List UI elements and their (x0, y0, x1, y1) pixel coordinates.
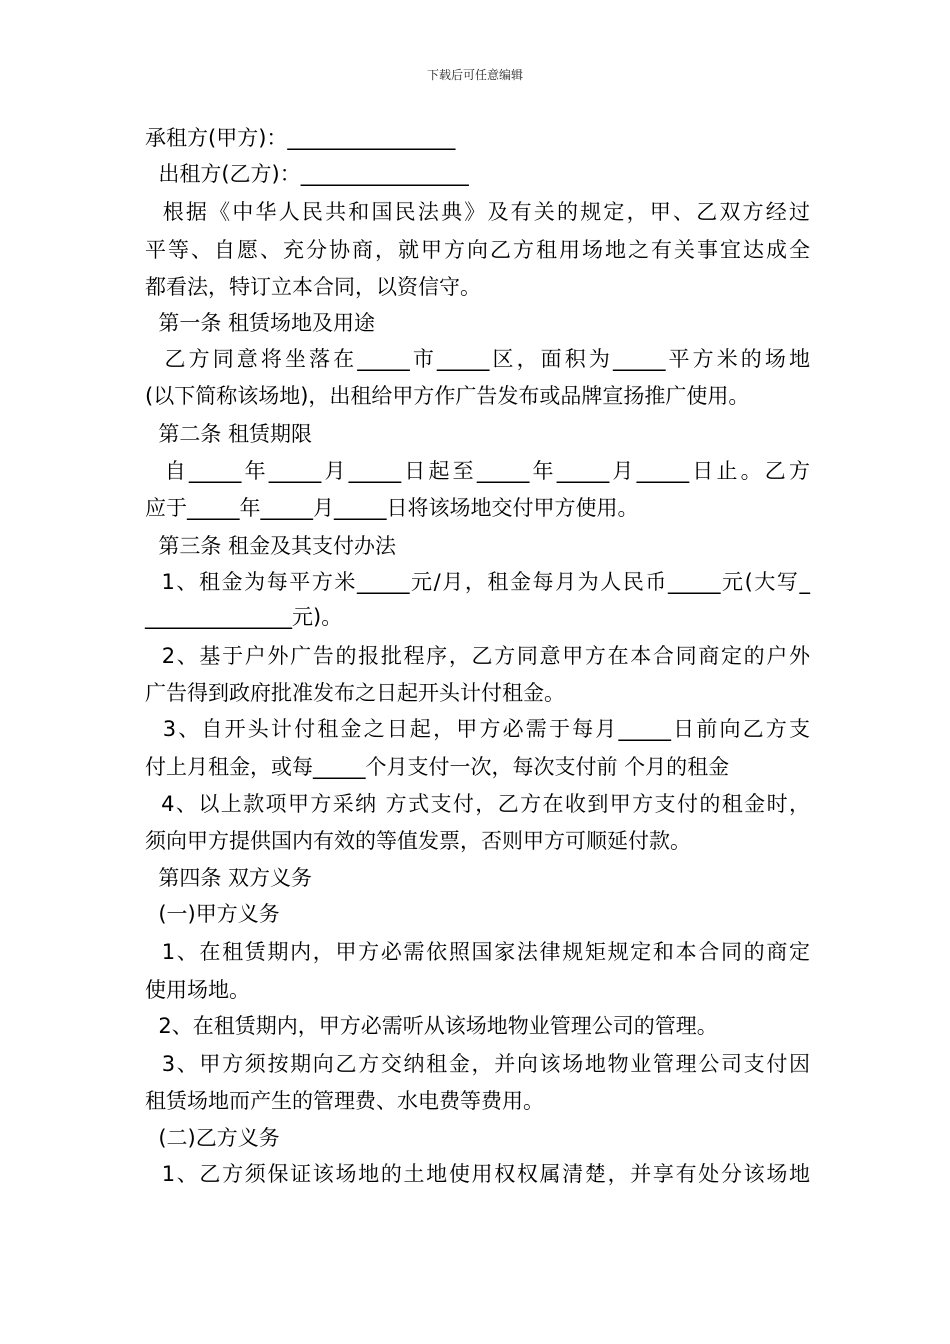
paragraph-line: 租赁场地而产生的管理费、水电费等费用。 (145, 1089, 544, 1113)
paragraph-line: 乙方同意将坐落在_____市_____区，面积为_____平方米的场地 (145, 347, 810, 371)
paragraph-line: 4、以上款项甲方采纳 方式支付，乙方在收到甲方支付的租金时， (145, 792, 810, 816)
paragraph-line: 使用场地。 (145, 978, 250, 1002)
section-heading: (一)甲方义务 (145, 902, 280, 926)
paragraph-line: (以下简称该场地)，出租给甲方作广告发布或品牌宣扬推广使用。 (145, 384, 750, 408)
article-heading: 第一条 租赁场地及用途 (145, 311, 376, 335)
paragraph-line: 1、在租赁期内，甲方必需依照国家法律规矩规定和本合同的商定 (145, 940, 810, 964)
paragraph-line: 付上月租金，或每_____个月支付一次，每次支付前 个月的租金 (145, 755, 730, 779)
section-heading: (二)乙方义务 (145, 1126, 280, 1150)
paragraph-line: 2、基于户外广告的报批程序，乙方同意甲方在本合同商定的户外 (145, 644, 810, 668)
paragraph-line: 须向甲方提供国内有效的等值发票，否则甲方可顺延付款。 (145, 829, 691, 853)
paragraph-line: 1、租金为每平方米_____元/月，租金每月为人民币_____元(大写_ (145, 570, 810, 594)
article-heading: 第四条 双方义务 (145, 866, 313, 890)
paragraph-line: 3、甲方须按期向乙方交纳租金，并向该场地物业管理公司支付因 (145, 1052, 810, 1076)
paragraph-line: 平等、自愿、充分协商，就甲方向乙方租用场地之有关事宜达成全 (145, 238, 810, 262)
paragraph-line: 都看法，特订立本合同，以资信守。 (145, 275, 481, 299)
article-heading: 第二条 租赁期限 (145, 422, 313, 446)
lessor-line: 出租方(乙方)：________________ (145, 162, 469, 186)
paragraph-line: 自_____年_____月_____日起至_____年_____月_____日止。乙方 (145, 459, 810, 483)
paragraph-line: 1、乙方须保证该场地的土地使用权权属清楚，并享有处分该场地 (145, 1162, 810, 1186)
page-header: 下载后可任意编辑 (426, 68, 523, 82)
paragraph-line: 2、在租赁期内，甲方必需听从该场地物业管理公司的管理。 (145, 1014, 718, 1038)
paragraph-line: 根据《中华人民共和国民法典》及有关的规定，甲、乙双方经过 (145, 200, 810, 224)
paragraph-line: ______________元)。 (145, 605, 343, 629)
paragraph-line: 广告得到政府批准发布之日起开头计付租金。 (145, 681, 565, 705)
article-heading: 第三条 租金及其支付办法 (145, 534, 397, 558)
paragraph-line: 应于_____年_____月_____日将该场地交付甲方使用。 (145, 496, 639, 520)
paragraph-line: 3、自开头计付租金之日起，甲方必需于每月_____日前向乙方支 (145, 717, 810, 741)
lessee-line: 承租方(甲方)：________________ (145, 126, 456, 150)
